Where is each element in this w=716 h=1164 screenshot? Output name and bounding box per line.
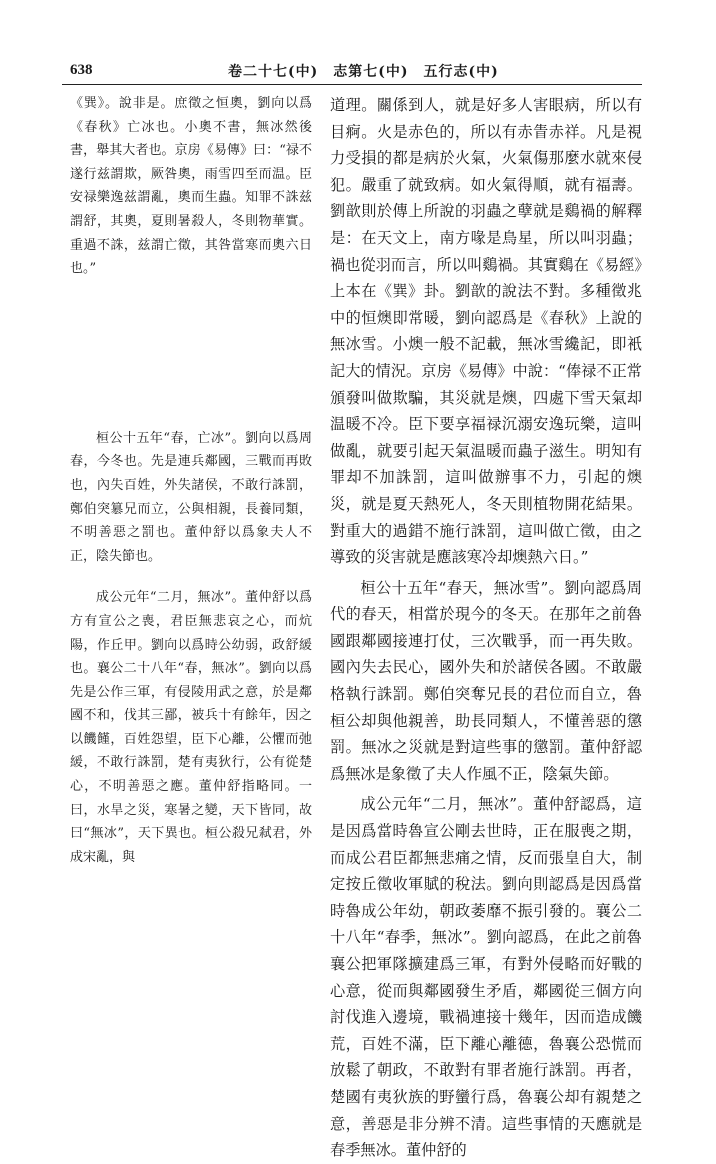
header-rule [62,84,642,85]
running-head: 卷二十七(中) 志第七(中) 五行志(中) [228,64,499,80]
page-header [62,60,640,82]
right-paragraph-2: 桓公十五年“春天，無冰雪”。劉向認爲周代的春天，相當於現今的冬天。在那年之前魯國跟鄰國接連打仗，三次戰爭，而一再失敗。國內失去民心，國外失和於諸侯各國。不敢嚴格執行誅罰。鄭伯突奪兄長的君位而自立，魯桓公却與他親善，助長同類人，不懂善惡的懲罰。無冰之災就是對這些事的懲罰。董仲舒認爲無冰是象徵了夫人作風不正，陰氣失節。 [330,578,642,783]
right-paragraph-3: 成公元年“二月，無冰”。董仲舒認爲，這是因爲當時魯宣公剛去世時，正在服喪之期，而成公君臣都無悲痛之情，反而張皇自大，制定按丘徵收軍賦的稅法。劉向則認爲是因爲當時魯成公年幼，朝政萎靡不振引發的。襄公二十八年“春季，無冰”。劉向認爲，在此之前魯襄公把軍隊擴建爲三軍，有對外侵略而好戰的心意，從而與鄰國發生矛盾，鄰國從三個方向討伐進入邊境，戰禍連接十幾年，因而造成饑荒，百姓不滿，臣下離心離德，魯襄公恐慌而放鬆了朝政，不敢對有罪者施行誅罰。再者，楚國有夷狄族的野蠻行爲，魯襄公却有親楚之意，善惡是非分辨不清。這些事情的天應就是春季無冰。董仲舒的 [330,795,642,1160]
right-column-translation [330,92,642,1164]
left-paragraph-1: 《巽》。說非是。庶徵之恒奧，劉向以爲《春秋》亡冰也。小奧不書，無冰然後書，舉其大者也。京房《易傳》曰：“禄不遂行兹謂欺，厥咎奧，雨雪四至而温。臣安禄樂逸兹謂亂，奧而生蟲。知罪不誅兹謂舒，其奧，夏則暑殺人，冬則物華實。重過不誅，兹謂亡徵，其咎當寒而奧六日也。” [70,96,312,277]
right-paragraph-1: 道理。關係到人，就是好多人害眼病，所以有目痾。火是赤色的，所以有赤眚赤祥。凡是視力受損的都是病於火氣，火氣傷那麼水就來侵犯。嚴重了就致病。如火氣得順，就有福壽。劉歆則於傳上所說的羽蟲之孽就是鷄禍的解釋是：在天文上，南方喙是鳥星，所以叫羽蟲；禍也從羽而言，所以叫鷄禍。其實鷄在《易經》上本在《巽》卦。劉歆的說法不對。多種徵兆中的恒燠即常暖，劉向認爲是《春秋》上說的無冰雪。小燠一般不記載，無冰雪纔記，即衹記大的情況。京房《易傳》中說：“俸禄不正常頒發叫做欺騙，其災就是燠，四處下雪天氣却温暖不冷。臣下要享福禄沉溺安逸玩樂，這叫做亂，就要引起天氣温暖而蟲子滋生。明知有罪却不加誅罰，這叫做辦事不力，引起的燠災，就是夏天熱死人，冬天則植物開花結果。對重大的過錯不施行誅罰，這叫做亡徵，由之導致的災害就是應該寒冷却燠熱六日。” [330,96,642,567]
left-paragraph-2: 桓公十五年“春，亡冰”。劉向以爲周春，今冬也。先是連兵鄰國，三戰而再敗也，內失百姓，外失諸侯，不敢行誅罰，鄭伯突簒兄而立，公與相親，長養同類，不明善惡之罰也。董仲舒以爲象夫人不正，陰失節也。 [70,430,312,564]
page-number: 638 [70,62,93,78]
left-paragraph-3: 成公元年“二月，無冰”。董仲舒以爲方有宣公之喪，君臣無悲哀之心，而炕陽，作丘甲。劉向以爲時公幼弱，政舒緩也。襄公二十八年“春，無冰”。劉向以爲先是公作三軍，有侵陵用武之意，於是鄰國不和，伐其三鄙，被兵十有餘年，因之以饑饉，百姓怨望，臣下心離，公懼而弛緩，不敢行誅罰，楚有夷狄行，公有從楚心，不明善惡之應。董仲舒指略同。一曰，水旱之災，寒暑之變，天下皆同，故曰“無冰”，天下異也。桓公殺兄弒君，外成宋亂，與 [70,590,312,865]
left-column-classical-text [70,92,312,869]
